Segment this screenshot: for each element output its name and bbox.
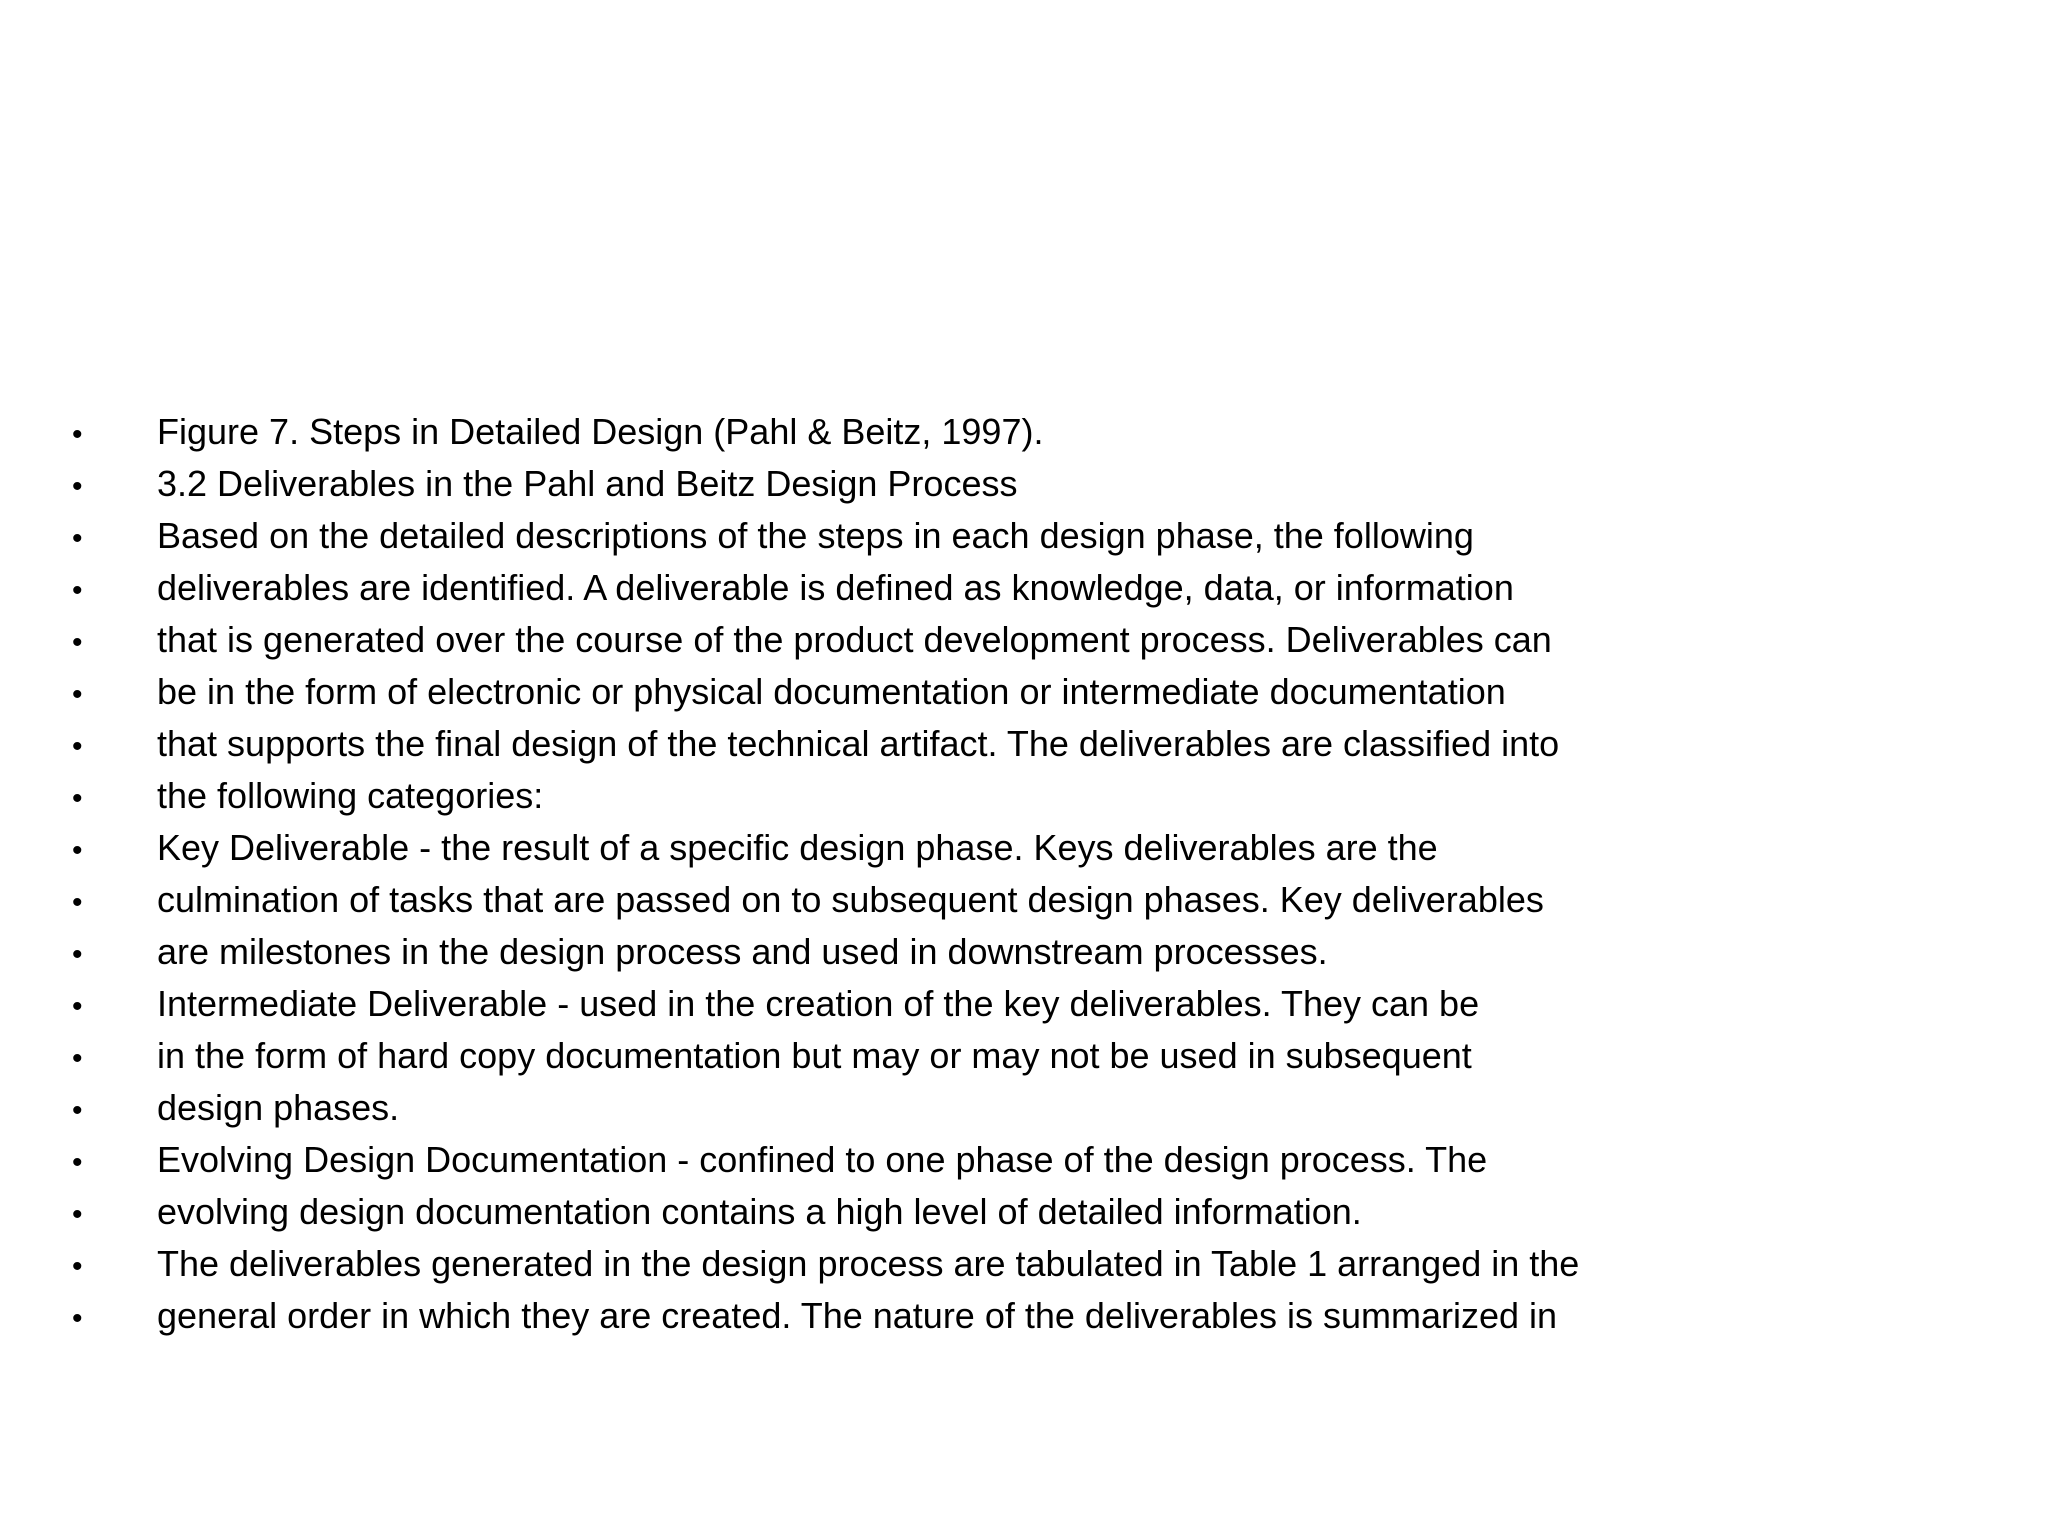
bullet-item bbox=[72, 458, 1972, 510]
bullet-item bbox=[72, 770, 1972, 822]
bullet-text: Intermediate Deliverable - used in the creation of the key deliverables. They can be bbox=[157, 983, 1480, 1024]
bullet-text: The deliverables generated in the design process are tabulated in Table 1 arranged in the bbox=[157, 1243, 1580, 1284]
bullet-text: that is generated over the course of the product development process. Deliverables can bbox=[157, 619, 1552, 660]
bullet-text: evolving design documentation contains a high level of detailed information. bbox=[157, 1191, 1362, 1232]
bullet-text: Based on the detailed descriptions of the steps in each design phase, the following bbox=[157, 515, 1474, 556]
bullet-text: be in the form of electronic or physical documentation or intermediate documentation bbox=[157, 671, 1506, 712]
bullet-item bbox=[72, 1290, 1972, 1342]
bullet-icon: • bbox=[72, 938, 83, 971]
bullet-text: culmination of tasks that are passed on to subsequent design phases. Key deliverables bbox=[157, 879, 1544, 920]
bullet-item bbox=[72, 406, 1972, 458]
bullet-item bbox=[72, 1186, 1972, 1238]
bullet-item bbox=[72, 718, 1972, 770]
bullet-item bbox=[72, 1238, 1972, 1290]
bullet-icon: • bbox=[72, 678, 83, 711]
bullet-icon: • bbox=[72, 990, 83, 1023]
bullet-text: that supports the final design of the technical artifact. The deliverables are classified into bbox=[157, 723, 1560, 764]
bullet-item bbox=[72, 926, 1972, 978]
bullet-item bbox=[72, 1134, 1972, 1186]
bullet-icon: • bbox=[72, 574, 83, 607]
bullet-text: Key Deliverable - the result of a specific design phase. Keys deliverables are the bbox=[157, 827, 1438, 868]
bullet-icon: • bbox=[72, 730, 83, 763]
bullet-icon: • bbox=[72, 1198, 83, 1231]
bullet-icon: • bbox=[72, 834, 83, 867]
bullet-text: general order in which they are created. The nature of the deliverables is summarized in bbox=[157, 1295, 1558, 1336]
bullet-icon: • bbox=[72, 1146, 83, 1179]
bullet-text: design phases. bbox=[157, 1087, 400, 1128]
bullet-icon: • bbox=[72, 418, 83, 451]
bullet-item bbox=[72, 666, 1972, 718]
bullet-item bbox=[72, 978, 1972, 1030]
bullet-item bbox=[72, 614, 1972, 666]
bullet-icon: • bbox=[72, 782, 83, 815]
bullet-text: in the form of hard copy documentation but may or may not be used in subsequent bbox=[157, 1035, 1472, 1076]
bullet-item bbox=[72, 874, 1972, 926]
bullet-item bbox=[72, 510, 1972, 562]
bullet-text: Evolving Design Documentation - confined to one phase of the design process. The bbox=[157, 1139, 1488, 1180]
bullet-icon: • bbox=[72, 522, 83, 555]
bullet-icon: • bbox=[72, 1042, 83, 1075]
bullet-item bbox=[72, 822, 1972, 874]
bullet-item bbox=[72, 562, 1972, 614]
bullet-icon: • bbox=[72, 1250, 83, 1283]
bullet-text: Figure 7. Steps in Detailed Design (Pahl & Beitz, 1997). bbox=[157, 411, 1044, 452]
bullet-icon: • bbox=[72, 470, 83, 503]
bullet-item bbox=[72, 1030, 1972, 1082]
bullet-icon: • bbox=[72, 1094, 83, 1127]
bullet-icon: • bbox=[72, 886, 83, 919]
bullet-text: 3.2 Deliverables in the Pahl and Beitz Design Process bbox=[157, 463, 1018, 504]
bullet-text: are milestones in the design process and used in downstream processes. bbox=[157, 931, 1328, 972]
bullet-list bbox=[72, 406, 1972, 1342]
bullet-text: deliverables are identified. A deliverable is defined as knowledge, data, or information bbox=[157, 567, 1514, 608]
bullet-item bbox=[72, 1082, 1972, 1134]
bullet-text: the following categories: bbox=[157, 775, 544, 816]
bullet-icon: • bbox=[72, 626, 83, 659]
bullet-icon: • bbox=[72, 1302, 83, 1335]
